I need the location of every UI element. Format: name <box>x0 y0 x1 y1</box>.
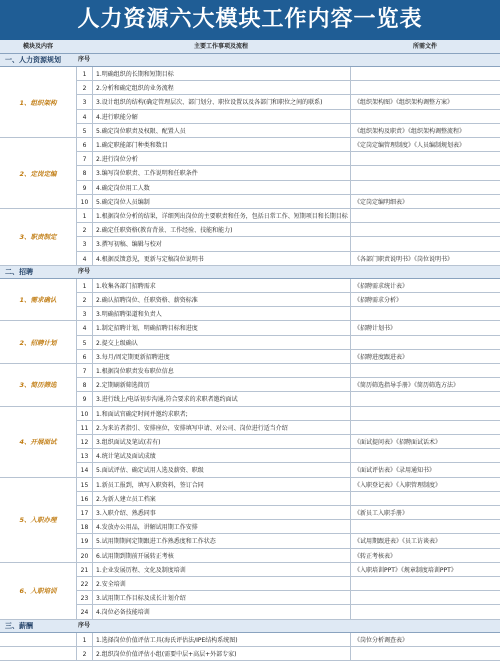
row-doc: 《各部门职责说明书》《岗位说明书》 <box>350 252 500 265</box>
row-item: 1.企业发展历程、文化及制度培训 <box>92 563 350 576</box>
row-number: 1 <box>76 209 92 222</box>
row-doc <box>350 67 500 80</box>
row-doc: 《转正考核表》 <box>350 549 500 562</box>
row-item: 2.为新人建立员工档案 <box>92 492 350 505</box>
row-number: 4 <box>76 321 92 334</box>
row-number: 17 <box>76 506 92 519</box>
group-label: 6、入职培训 <box>0 563 76 620</box>
row-item: 1.制定招聘计划，明确招聘目标和进度 <box>92 321 350 334</box>
row-item: 2.进行岗位分析 <box>92 152 350 165</box>
row-item: 3.设计组织的结构(确定管理层次、部门划分、职位设置以及各部门和职位之间的联系) <box>92 95 350 108</box>
row-number: 2 <box>76 223 92 236</box>
row-doc: 《面试提问表》《招聘面试话术》 <box>350 435 500 448</box>
row-doc <box>350 647 500 660</box>
group-label: 1、需求确认 <box>0 279 76 322</box>
row-doc <box>350 577 500 590</box>
row-item: 4.根据反馈意见，更新与定稿岗位说明书 <box>92 252 350 265</box>
row-doc <box>350 181 500 194</box>
row-item: 3.编写岗位职责、工作说明和任职条件 <box>92 166 350 179</box>
row-number: 8 <box>76 378 92 391</box>
row-item: 2.安全培训 <box>92 577 350 590</box>
group-label: 4、开展面试 <box>0 407 76 478</box>
row-number: 4 <box>76 110 92 123</box>
row-item: 3.撰写初稿、编辑与校对 <box>92 237 350 250</box>
row-item: 2.定期刷新筛选简历 <box>92 378 350 391</box>
row-number: 7 <box>76 152 92 165</box>
row-number: 16 <box>76 492 92 505</box>
row-number: 2 <box>76 293 92 306</box>
table-row <box>0 633 500 647</box>
row-doc: 《招聘需求分析》 <box>350 293 500 306</box>
row-item: 2.组织岗位价值评估小组(需要中层+高层+外部专家) <box>92 647 350 660</box>
row-doc <box>350 166 500 179</box>
row-number: 14 <box>76 463 92 476</box>
row-number: 8 <box>76 166 92 179</box>
row-number: 10 <box>76 407 92 420</box>
row-doc: 《组织架构及职责》《组织架构调整流程》 <box>350 124 500 137</box>
row-number: 24 <box>76 605 92 618</box>
row-number: 3 <box>76 307 92 320</box>
seq-header: 序号 <box>78 621 91 629</box>
row-number: 12 <box>76 435 92 448</box>
row-doc <box>350 492 500 505</box>
row-item: 2.确定任职资格(教育背景、工作经验、技能和能力) <box>92 223 350 236</box>
row-item: 2.提交上级确认 <box>92 336 350 349</box>
row-item: 3.每月/周定期更新招聘进度 <box>92 350 350 363</box>
row-doc <box>350 591 500 604</box>
row-doc: 《入职培训PPT》《规章制度培训PPT》 <box>350 563 500 576</box>
header-docs: 所需文件 <box>412 43 437 50</box>
header-items: 主要工作事项及流程 <box>193 43 248 50</box>
row-number: 3 <box>76 95 92 108</box>
row-item: 3.试用期工作目标及成长计划介绍 <box>92 591 350 604</box>
row-item: 2.分析和确定组织的业务流程 <box>92 81 350 94</box>
row-number: 19 <box>76 534 92 547</box>
row-item: 1.明确组织的长期和短期目标 <box>92 67 350 80</box>
row-number: 2 <box>76 647 92 660</box>
row-doc <box>350 81 500 94</box>
row-number: 1 <box>76 279 92 292</box>
row-doc: 《面试评估表》《录用通知书》 <box>350 463 500 476</box>
row-item: 1.根据岗位分析的结果，详细列出岗位的主要职责和任务，包括日常工作、短期项目和长期目标 <box>92 209 350 222</box>
row-doc: 《定岗定编明细表》 <box>350 195 500 208</box>
row-item: 6.试用期到期前开展转正考核 <box>92 549 350 562</box>
row-doc <box>350 449 500 462</box>
row-number: 9 <box>76 392 92 405</box>
row-doc: 《组织架构图》《组织架构调整方案》 <box>350 95 500 108</box>
row-number: 5 <box>76 124 92 137</box>
row-number: 22 <box>76 577 92 590</box>
group-label: 2、招聘计划 <box>0 321 76 364</box>
row-doc: 《新员工入职手册》 <box>350 506 500 519</box>
row-item: 3.明确招聘渠道和负责人 <box>92 307 350 320</box>
row-item: 1.收集各部门招聘需求 <box>92 279 350 292</box>
row-number: 6 <box>76 350 92 363</box>
header-module: 模块及内容 <box>22 43 53 50</box>
row-number: 10 <box>76 195 92 208</box>
row-doc: 《试用期跟进表》《员工访谈表》 <box>350 534 500 547</box>
row-item: 1.根据岗位职责发布职位信息 <box>92 364 350 377</box>
row-item: 1.新员工报到，填写入职资料，签订合同 <box>92 478 350 491</box>
row-doc: 《简历筛选指导手册》《简历筛选方法》 <box>350 378 500 391</box>
row-number: 3 <box>76 237 92 250</box>
page-title: 人力资源六大模块工作内容一览表 <box>0 0 500 40</box>
group-label: 2、定岗定编 <box>0 138 76 209</box>
group-label: 5、入职办理 <box>0 478 76 563</box>
group-label: 3、简历筛选 <box>0 364 76 407</box>
row-doc <box>350 605 500 618</box>
seq-header: 序号 <box>78 56 91 63</box>
row-doc <box>350 364 500 377</box>
row-number: 6 <box>76 138 92 151</box>
row-doc <box>350 407 500 420</box>
row-number: 9 <box>76 181 92 194</box>
row-doc <box>350 307 500 320</box>
row-item: 5.确定岗位职责及权限、配置人员 <box>92 124 350 137</box>
row-doc <box>350 237 500 250</box>
row-number: 4 <box>76 252 92 265</box>
row-item: 1.确定职能部门种类和数目 <box>92 138 350 151</box>
row-item: 3.入职介绍、熟悉同事 <box>92 506 350 519</box>
row-item: 3.进行线上/电话初步沟通,符合要求的求职者邀约面试 <box>92 392 350 405</box>
row-number: 23 <box>76 591 92 604</box>
row-item: 4.进行职能分解 <box>92 110 350 123</box>
seq-header: 序号 <box>78 267 91 275</box>
row-doc <box>350 520 500 533</box>
row-item: 5.确定岗位人员编制 <box>92 195 350 208</box>
table-header <box>0 40 500 54</box>
row-doc: 《招聘计划书》 <box>350 321 500 334</box>
row-doc <box>350 223 500 236</box>
row-doc: 《定岗定编管理制度》《人员编制规划表》 <box>350 138 500 151</box>
row-doc <box>350 209 500 222</box>
row-doc <box>350 421 500 434</box>
group-label: 1、组织架构 <box>0 67 76 138</box>
row-doc <box>350 392 500 405</box>
row-number: 11 <box>76 421 92 434</box>
row-item: 4.确定岗位用工人数 <box>92 181 350 194</box>
section-title: 三、薪酬 <box>5 621 33 630</box>
section-title: 二、招聘 <box>5 267 33 276</box>
row-item: 5.试用期期间定期跟进工作熟悉度和工作状态 <box>92 534 350 547</box>
row-doc: 《入职登记表》《入职管理制度》 <box>350 478 500 491</box>
row-item: 2.为来访者指引、安排座位，安排填写申请、对公司、岗位进行适当介绍 <box>92 421 350 434</box>
row-item: 2.确认招聘岗位、任职资格、薪资标准 <box>92 293 350 306</box>
row-item: 1.和面试官确定时间并邀约求职者; <box>92 407 350 420</box>
row-item: 4.岗位必备技能培训 <box>92 605 350 618</box>
row-doc: 《招聘需求统计表》 <box>350 279 500 292</box>
section-header <box>0 620 500 633</box>
table-row <box>0 647 500 661</box>
row-number: 13 <box>76 449 92 462</box>
row-number: 21 <box>76 563 92 576</box>
row-item: 4.统计笔试及面试成绩 <box>92 449 350 462</box>
row-number: 5 <box>76 336 92 349</box>
row-item: 3.组织面试及笔试(若有) <box>92 435 350 448</box>
row-doc: 《招聘进度跟进表》 <box>350 350 500 363</box>
row-number: 1 <box>76 67 92 80</box>
row-number: 1 <box>76 633 92 646</box>
row-doc <box>350 152 500 165</box>
row-item: 5.面试评估、确定试用人选及薪资、职级 <box>92 463 350 476</box>
row-doc: 《岗位分析调查表》 <box>350 633 500 646</box>
section-header <box>0 266 500 279</box>
row-number: 2 <box>76 81 92 94</box>
row-doc <box>350 110 500 123</box>
section-header <box>0 54 500 67</box>
row-number: 18 <box>76 520 92 533</box>
row-item: 4.发放办公用品，讲解试用期工作安排 <box>92 520 350 533</box>
row-doc <box>350 336 500 349</box>
section-title: 一、人力资源规划 <box>5 56 61 64</box>
row-item: 1.选择岗位价值评估工具(海氏评估法/IPE结构系统图) <box>92 633 350 646</box>
row-number: 7 <box>76 364 92 377</box>
row-number: 15 <box>76 478 92 491</box>
group-label: 3、职责制定 <box>0 209 76 266</box>
row-number: 20 <box>76 549 92 562</box>
